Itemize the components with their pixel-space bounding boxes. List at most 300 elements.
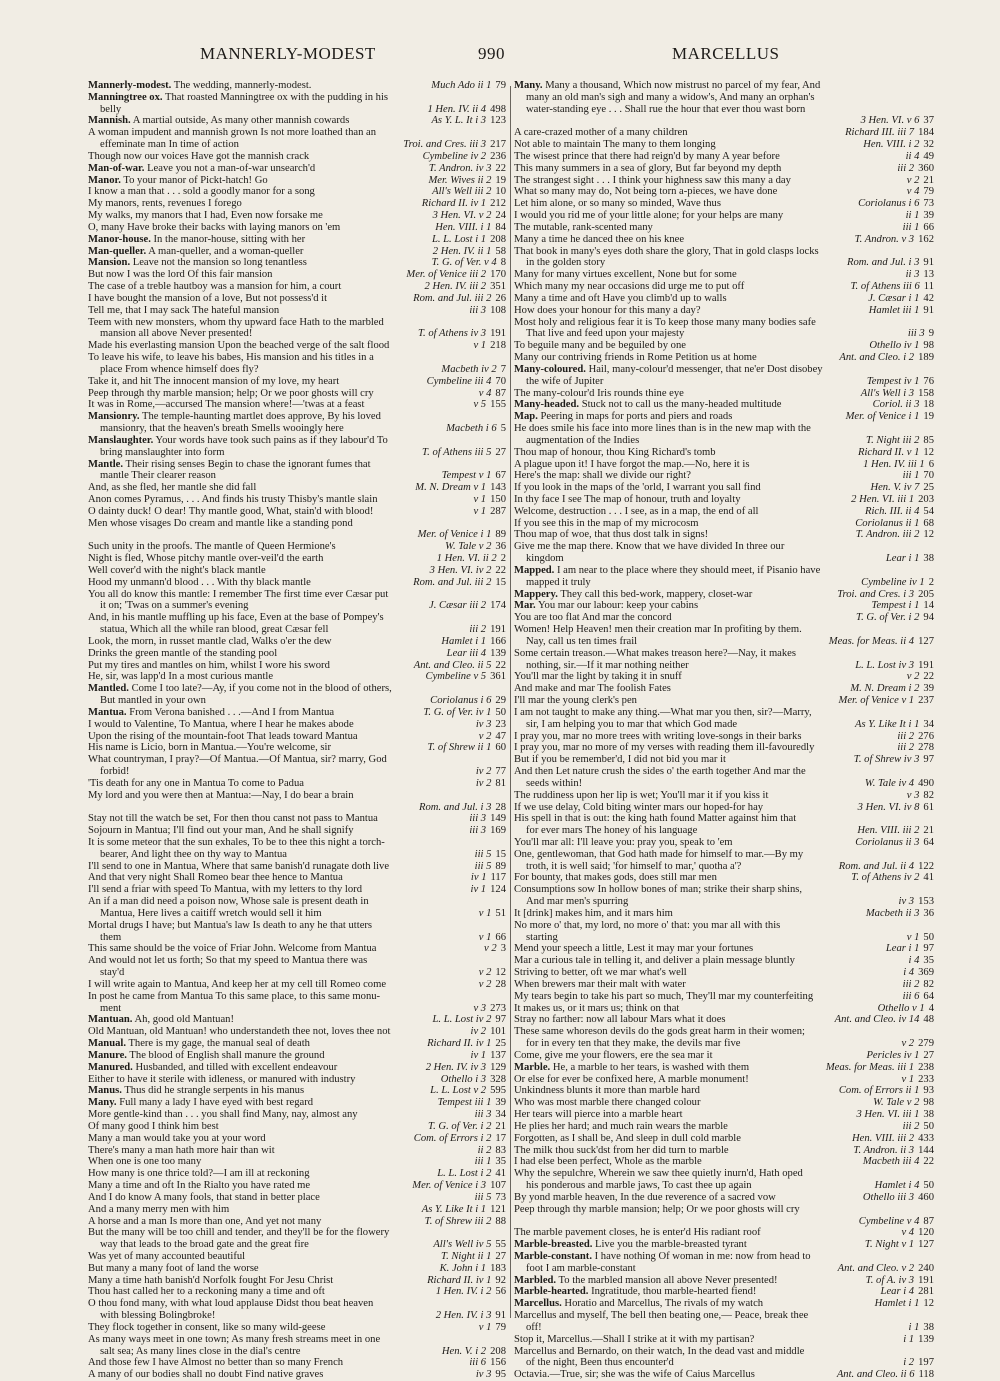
left-column [88, 80, 506, 1381]
play-reference [884, 553, 934, 565]
play-reference [901, 991, 934, 1003]
play-act-scene: Hamlet i 1 [441, 635, 487, 647]
play-reference [430, 234, 506, 246]
play-reference [428, 565, 506, 577]
quotation-text [514, 920, 780, 932]
concordance-line [514, 92, 934, 104]
play-reference [844, 411, 934, 423]
quotation-text [514, 932, 558, 944]
quotation: In post he came from Mantua To this same place, to this same monu- [88, 990, 381, 1002]
concordance-line [88, 1227, 506, 1239]
play-reference [473, 849, 506, 861]
concordance-line [88, 719, 506, 731]
play-reference [424, 1062, 506, 1074]
play-act-scene: Ant. and Cleo. i 2 [839, 352, 915, 364]
play-act-scene: ii 4 [905, 150, 920, 162]
quotation: I am not taught to make any thing.—What mar you then, sir?—Marry, [514, 706, 812, 718]
play-act-scene: Coriolanus ii 1 [855, 517, 920, 529]
headword: Mansion. [88, 257, 131, 269]
quotation-text [88, 754, 387, 766]
play-reference [467, 813, 506, 825]
concordance-line [514, 612, 934, 624]
play-reference [467, 624, 506, 636]
concordance-line [514, 1156, 934, 1168]
play-reference [430, 186, 506, 198]
quotation: His spell in that is out: the king hath found Matter against him that [514, 813, 797, 825]
quotation: And would not let us forth; So that my speed to Mantua there was [88, 955, 368, 967]
concordance-line [514, 778, 934, 790]
play-reference [425, 1038, 506, 1050]
concordance-line [88, 648, 506, 660]
concordance-line [88, 1346, 506, 1358]
concordance-line [88, 943, 506, 955]
concordance-line [88, 1310, 506, 1322]
play-act-scene: iv 2 [475, 777, 492, 789]
headword: Manor. [88, 174, 121, 186]
quotation: effeminate man In time of action [100, 139, 239, 151]
quotation: Put my tires and mantles on him, whilst I wore his sword [88, 659, 330, 671]
concordance-line [88, 317, 506, 329]
quotation-text [514, 1192, 776, 1204]
concordance-line [88, 198, 506, 210]
headword: Manslaughter. [88, 434, 154, 446]
play-act-scene: Macbeth iv 2 [441, 363, 497, 375]
quotation-text [88, 872, 343, 884]
quotation: Mortal drugs I have; but Mantua's law Is death to any he that utters [88, 919, 373, 931]
line-number: 41 [495, 1168, 506, 1180]
quotation-text [514, 636, 637, 648]
concordance-line [514, 115, 934, 127]
quotation-text [514, 364, 823, 376]
concordance-line [514, 920, 934, 932]
line-number: 108 [490, 304, 506, 316]
line-number: 273 [490, 1002, 506, 1014]
line-number: 217 [490, 139, 506, 151]
play-reference [438, 1263, 506, 1275]
quotation: What countryman, I pray?—Of Mantua.—Of Mantua, sir? marry, God [88, 754, 387, 766]
quotation-text [88, 222, 340, 234]
quotation-text [88, 151, 309, 163]
quotation: Her tears will pierce into a marble heart [514, 1109, 683, 1121]
line-number: 29 [495, 695, 506, 707]
quotation-text [88, 1097, 313, 1109]
line-number: 91 [923, 304, 934, 316]
line-number: 129 [490, 1061, 506, 1073]
play-reference [861, 139, 934, 151]
quotation: Consumptions sow In hollow bones of man; strike their sharp shins, [514, 884, 803, 896]
play-reference [436, 1097, 506, 1109]
play-reference [439, 1251, 506, 1263]
quotation: Sojourn in Mantua; I'll find out your man, And he shall signify [88, 825, 354, 837]
quotation: I'll send a friar with speed To Mantua, with my letters to thy lord [88, 884, 362, 896]
concordance-line [514, 1050, 934, 1062]
play-act-scene: Coriolanus i 6 [858, 198, 920, 210]
quotation-text [514, 281, 744, 293]
play-act-scene: i 2 [903, 1357, 915, 1369]
line-number: 68 [923, 517, 934, 529]
play-act-scene: 2 Hen. IV. i 3 [435, 1310, 492, 1322]
quotation-text [514, 778, 582, 790]
play-reference [845, 257, 934, 269]
quotation: What so many may do, Not being torn a-pieces, we have done [514, 186, 778, 198]
quotation-text [88, 1156, 201, 1168]
quotation: I'll mar the young clerk's pen [514, 695, 637, 707]
quotation-text [514, 186, 777, 198]
line-number: 36 [923, 907, 934, 919]
play-act-scene: Mer. of Venice v 1 [838, 695, 915, 707]
concordance-line [514, 1286, 934, 1298]
concordance-line [88, 1014, 506, 1026]
concordance-line [88, 1074, 506, 1086]
play-reference [433, 222, 506, 234]
play-reference [467, 305, 506, 317]
play-act-scene: Othello i 3 [440, 1073, 487, 1085]
quotation: Stuck not to call us the many-headed multitude [581, 399, 782, 411]
quotation-text [514, 506, 759, 518]
concordance-line [514, 825, 934, 837]
concordance-line [88, 1168, 506, 1180]
concordance-line [514, 1038, 934, 1050]
play-reference [848, 281, 934, 293]
line-number: 28 [495, 978, 506, 990]
header-right-catchword: MARCELLUS [672, 44, 780, 63]
quotation-text [88, 210, 323, 222]
play-act-scene: T. G. of Ver. v 4 [431, 257, 497, 269]
play-act-scene: 3 Hen. VI. iii 1 [856, 1109, 920, 1121]
play-act-scene: T. Andron. ii 3 [853, 1144, 915, 1156]
concordance-line [88, 186, 506, 198]
concordance-line [514, 742, 934, 754]
play-reference [423, 1216, 506, 1228]
play-reference [471, 1003, 506, 1015]
quotation-text [514, 707, 812, 719]
quotation-text [514, 104, 805, 116]
headword: Many. [514, 80, 543, 91]
play-reference [404, 269, 506, 281]
quotation: The strangest sight . . . I think your highness saw this many a day [514, 174, 791, 186]
quotation: Leave not the mansion so long tenantless [132, 257, 307, 269]
quotation-text [88, 825, 354, 837]
concordance-line [88, 742, 506, 754]
play-reference [899, 1074, 934, 1086]
headword: Marcellus. [514, 1298, 562, 1310]
concordance-line [514, 932, 934, 944]
play-act-scene: Othello v 1 [877, 1002, 925, 1014]
play-reference [416, 529, 506, 541]
concordance-line [88, 541, 506, 553]
play-act-scene: i 1 [903, 1333, 915, 1345]
running-header [0, 44, 1000, 70]
play-act-scene: Cymbeline iv 1 [861, 576, 925, 588]
concordance-line [88, 1062, 506, 1074]
quotation-text [514, 1298, 763, 1310]
concordance-line [514, 1263, 934, 1275]
quotation: When brewers mar their malt with water [514, 978, 686, 990]
play-reference [864, 1275, 934, 1287]
play-reference [856, 198, 934, 210]
concordance-line [514, 423, 934, 435]
quotation: It is some meteor that the sun exhales, To be to thee this night a torch- [88, 837, 385, 848]
quotation: To your manor of Pickt-hatch! Go [123, 174, 268, 186]
concordance-line [514, 1074, 934, 1086]
play-act-scene: M. N. Dream v 1 [415, 482, 487, 494]
line-number: 2 [500, 553, 506, 565]
quotation: To leave his wife, to leave his babes, His mansion and his titles in a [88, 352, 374, 364]
headword: Marble. [514, 1061, 551, 1073]
play-act-scene: iii 3 [469, 825, 487, 837]
quotation-text [88, 423, 344, 435]
quotation: Striving to better, oft we mar what's well [514, 967, 687, 979]
line-number: 39 [923, 683, 934, 695]
quotation: A horse and a man Is more than one, And yet not many [88, 1215, 322, 1227]
quotation: The marble pavement closes, he is enter'd His radiant roof [514, 1227, 761, 1239]
quotation: Peep through thy marble mansion; help; Or we poor ghosts will cry [88, 387, 374, 399]
play-reference [867, 305, 934, 317]
concordance-line [88, 861, 506, 873]
line-number: 49 [923, 150, 934, 162]
quotation: Live you the marble-breasted tyrant [595, 1239, 747, 1251]
quotation: Unkindness blunts it more than marble hard [514, 1085, 700, 1097]
play-reference [863, 1239, 934, 1251]
quotation: A martial outside, As many other mannish cowards [132, 115, 350, 127]
line-number: 212 [490, 198, 506, 210]
quotation-text [88, 186, 315, 198]
play-reference [863, 506, 934, 518]
quotation: Peering in maps for ports and piers and roads [540, 411, 733, 423]
play-act-scene: K. John i 1 [439, 1262, 487, 1274]
play-reference [901, 1121, 934, 1133]
concordance-line [88, 825, 506, 837]
quotation-text [88, 1216, 321, 1228]
play-act-scene: Rom. and Jul. iii 2 [413, 292, 492, 304]
line-number: 38 [923, 553, 934, 565]
concordance-line [88, 955, 506, 967]
play-reference [901, 1357, 934, 1369]
line-number: 166 [490, 635, 506, 647]
play-act-scene: T. of Shrew ii 1 [427, 742, 492, 754]
concordance-line [514, 340, 934, 352]
concordance-line [88, 115, 506, 127]
quotation: If you look in the maps of the 'orld, I warrant you sall find [514, 482, 761, 494]
play-reference [474, 766, 506, 778]
quotation-text [514, 1180, 752, 1192]
play-act-scene: ii 2 [477, 1144, 492, 1156]
concordance-line [88, 175, 506, 187]
line-number: 124 [490, 884, 506, 896]
quotation: An if a man did need a poison now, Whose sale is present death in [88, 896, 369, 908]
play-reference [836, 1263, 934, 1275]
play-act-scene: v 1 [473, 493, 487, 505]
quotation-text [514, 1263, 636, 1275]
concordance-line [514, 234, 934, 246]
quotation: Horatio and Marcellus, The rivals of my watch [564, 1298, 764, 1310]
line-number: 50 [495, 706, 506, 718]
quotation: salt sea; As many lines close in the dial's centre [100, 1345, 301, 1357]
concordance-line [514, 1192, 934, 1204]
play-reference [431, 246, 506, 258]
quotation-text [88, 991, 380, 1003]
quotation-text [514, 139, 716, 151]
play-act-scene: iv 1 [470, 872, 487, 884]
play-act-scene: iv 3 [475, 1369, 492, 1381]
concordance-line [514, 719, 934, 731]
quotation: That live and feed upon your majesty [526, 328, 685, 340]
play-reference [843, 127, 934, 139]
line-number: 61 [923, 801, 934, 813]
quotation-text [88, 1050, 325, 1062]
quotation: And I do know A many fools, that stand in better place [88, 1191, 320, 1203]
play-reference [905, 175, 934, 187]
concordance-line [514, 837, 934, 849]
concordance-line [88, 1050, 506, 1062]
quotation: How many is one thrice told?—I am ill at reckoning [88, 1168, 310, 1180]
play-act-scene: Rom. and Jul. i 3 [847, 257, 920, 269]
play-act-scene: Tempest iii 1 [437, 1097, 492, 1109]
quotation: He does smile his face into more lines than is in the new map with the [514, 423, 811, 435]
line-number: 121 [490, 1203, 506, 1215]
concordance-line [88, 660, 506, 672]
quotation: My lord and you were then at Mantua:—Nay, I do bear a brain [88, 789, 354, 801]
play-act-scene: Rich. III. ii 4 [864, 505, 920, 517]
play-act-scene: 3 Hen. VI. iv 2 [429, 564, 492, 576]
play-reference [904, 269, 934, 281]
quotation-text [514, 790, 768, 802]
quotation-text [514, 423, 811, 435]
quotation: Many for many virtues excellent, None but for some [514, 269, 737, 281]
quotation-text [88, 1121, 219, 1133]
quotation-text [88, 1204, 229, 1216]
quotation-text [514, 1369, 755, 1381]
quotation-text [514, 529, 708, 541]
play-act-scene: v 3 [906, 789, 920, 801]
play-act-scene: Hen. V. iv 7 [870, 482, 920, 494]
play-act-scene: Mer. of Venice i 1 [417, 529, 492, 541]
line-number: 281 [918, 1286, 934, 1298]
concordance-line [514, 695, 934, 707]
play-reference [431, 1239, 506, 1251]
play-reference [417, 802, 506, 814]
concordance-line [88, 388, 506, 400]
quotation-text [514, 1003, 679, 1015]
quotation-text [88, 861, 389, 873]
play-reference [848, 683, 934, 695]
concordance-line [88, 506, 506, 518]
play-reference [879, 1286, 934, 1298]
quotation: By yond marble heaven, In the due reverence of a sacred vow [514, 1191, 776, 1203]
quotation: Come, give me your flowers, ere the sea mar it [514, 1049, 713, 1061]
quotation: foot I am marble-constant [526, 1262, 636, 1274]
quotation: Such unity in the proofs. The mantle of Queen Hermione's [88, 541, 336, 553]
concordance-line [88, 802, 506, 814]
play-reference [425, 104, 506, 116]
line-number: 433 [918, 1132, 934, 1144]
quotation: nothing, sir.—If it mar nothing neither [526, 659, 689, 671]
quotation-text [514, 388, 684, 400]
concordance-line [514, 884, 934, 896]
quotation-text [88, 104, 121, 116]
concordance-line [88, 600, 506, 612]
line-number: 50 [923, 1180, 934, 1192]
line-number: 498 [490, 103, 506, 115]
line-number: 77 [495, 766, 506, 778]
quotation: Not able to maintain The many to them longing [514, 139, 716, 151]
line-number: 118 [918, 1369, 934, 1381]
play-act-scene: iv 1 [470, 1049, 487, 1061]
line-number: 27 [495, 1250, 506, 1262]
quotation: He plies her hard; and much rain wears the marble [514, 1120, 728, 1132]
concordance-line [88, 340, 506, 352]
quotation: forbid! [100, 766, 130, 778]
play-act-scene: Ant. and Cleo. v 2 [837, 1262, 915, 1274]
quotation: In the manor-house, sitting with her [153, 233, 306, 245]
play-act-scene: 1 Hen. IV. i 2 [435, 1286, 492, 1298]
play-reference [855, 825, 934, 837]
play-reference [853, 660, 934, 672]
line-number: 203 [918, 493, 934, 505]
quotation-text [88, 671, 273, 683]
headword: Mantua. [88, 706, 127, 718]
play-reference [897, 896, 934, 908]
quotation: Marcellus and myself, The bell then beating one,— Peace, break thee [514, 1310, 809, 1322]
concordance-line [514, 127, 934, 139]
quotation: To beguile many and be beguiled by one [514, 340, 686, 352]
concordance-line [88, 1286, 506, 1298]
quotation-text [88, 281, 341, 293]
quotation-text [514, 305, 701, 317]
play-reference [907, 955, 934, 967]
quotation-text [88, 813, 378, 825]
play-reference [905, 186, 934, 198]
quotation-text [514, 991, 813, 1003]
concordance-line [88, 352, 506, 364]
quotation: The ruddiness upon her lip is wet; You'll mar it if you kiss it [514, 789, 769, 801]
play-act-scene: T. Night ii 1 [440, 1250, 492, 1262]
quotation: mapped it truly [526, 576, 591, 588]
concordance-line [514, 364, 934, 376]
line-number: 39 [495, 1097, 506, 1109]
line-number: 278 [918, 742, 934, 754]
quotation-text [88, 778, 304, 790]
headword: Map. [514, 411, 538, 423]
play-reference [827, 636, 934, 648]
line-number: 10 [495, 186, 506, 198]
play-act-scene: T. Night v 1 [864, 1239, 915, 1251]
play-act-scene: iii 2 [469, 624, 487, 636]
quotation-text [88, 1145, 275, 1157]
line-number: 208 [490, 233, 506, 245]
concordance-line [514, 411, 934, 423]
play-act-scene: i 1 [908, 1321, 920, 1333]
quotation: But many a many foot of land the worse [88, 1262, 259, 1274]
concordance-line [88, 837, 506, 849]
play-reference [837, 695, 935, 707]
quotation-text [88, 1275, 333, 1287]
concordance-line [514, 352, 934, 364]
concordance-line [88, 92, 506, 104]
quotation-text [88, 1298, 373, 1310]
quotation: His name is Licio, born in Mantua.—You're welcome, sir [88, 742, 331, 754]
line-number: 237 [918, 695, 934, 707]
quotation: I am near to the place where they should meet, if Pisanio have [556, 564, 821, 576]
right-column [514, 80, 934, 1381]
play-reference [473, 1156, 506, 1168]
quotation: bring manslaughter into form [100, 446, 225, 458]
quotation: My tears begin to take his part so much, They'll mar my counterfeiting [514, 990, 814, 1002]
quotation-text [514, 340, 686, 352]
quotation-text [88, 1251, 245, 1263]
headword: Mar. [514, 600, 536, 612]
play-act-scene: iii 1 [474, 1156, 492, 1168]
